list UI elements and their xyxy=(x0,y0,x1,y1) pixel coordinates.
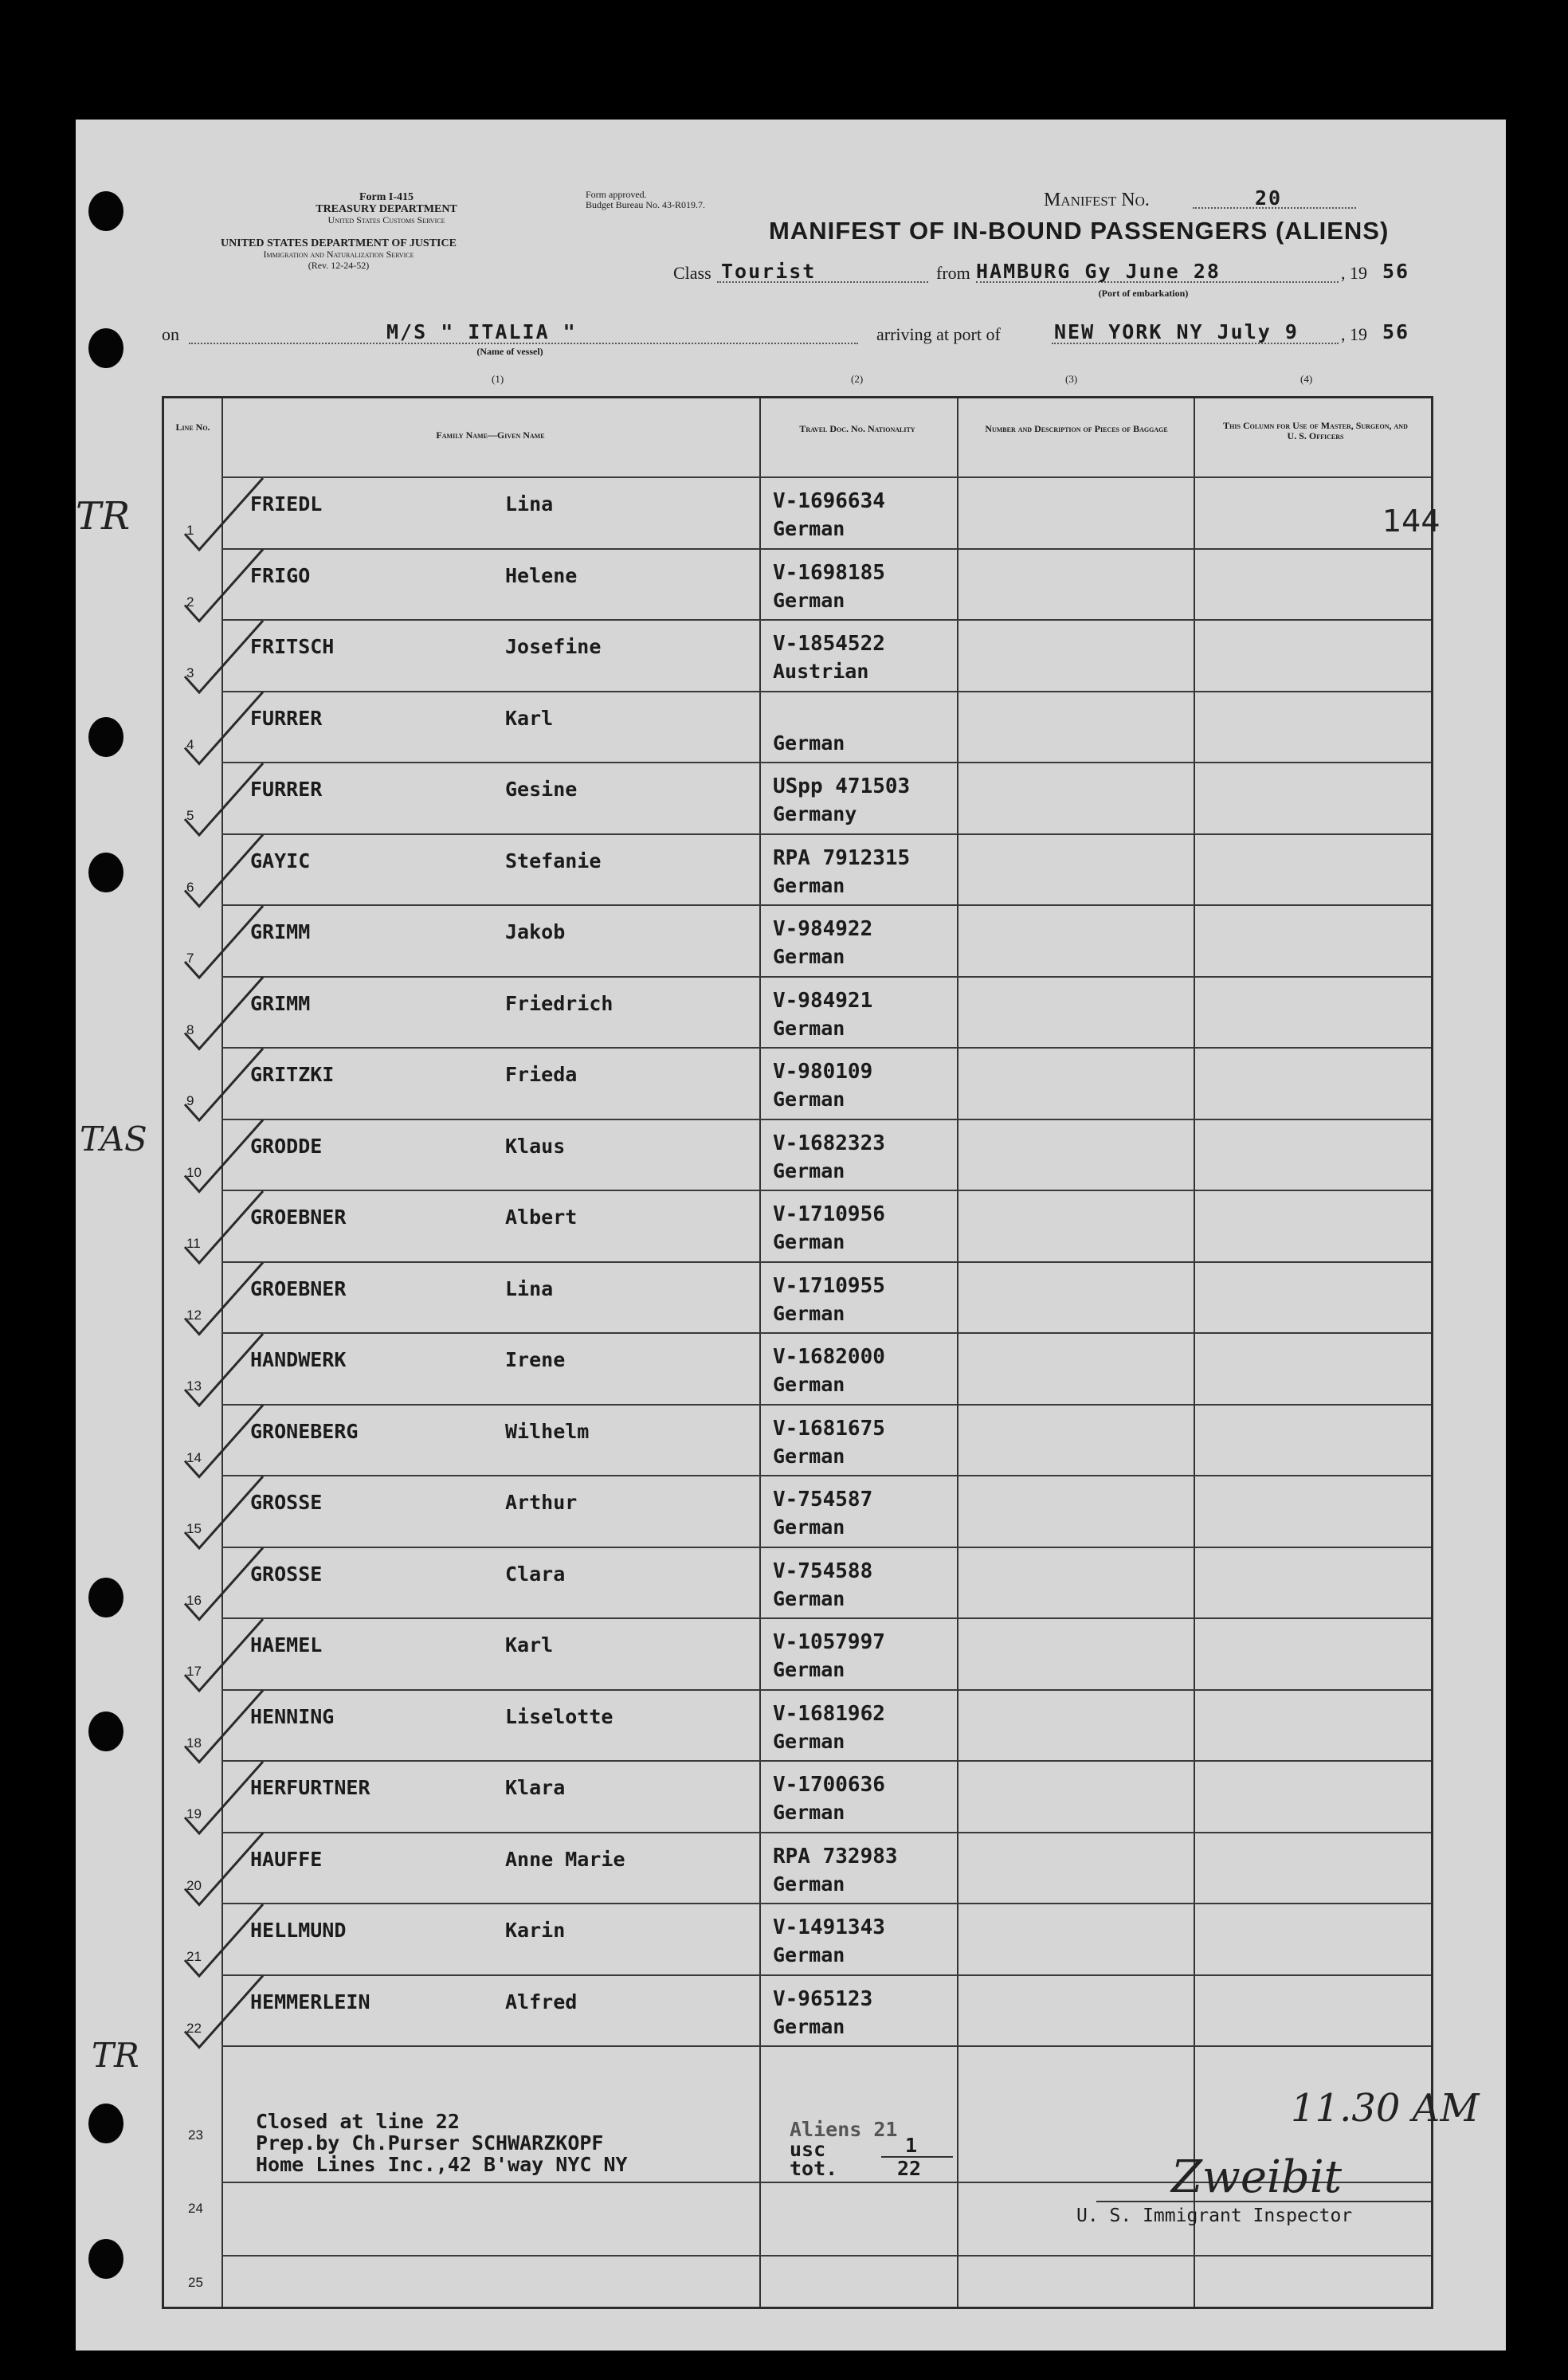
year1-prefix: , 19 xyxy=(1341,263,1367,283)
row-rule xyxy=(221,1119,1431,1120)
given-name: Josefine xyxy=(505,635,602,658)
tot-label: tot. xyxy=(790,2157,838,2180)
col-divider xyxy=(1194,398,1195,2307)
nationality: German xyxy=(773,945,845,968)
nationality: German xyxy=(773,1444,845,1468)
prepared-by: Prep.by Ch.Purser SCHWARZKOPF xyxy=(256,2131,604,2155)
nationality: German xyxy=(773,2014,845,2038)
family-name: GRODDE xyxy=(250,1134,323,1158)
line-number: 7 xyxy=(186,951,194,966)
travel-doc-number: V-1696634 xyxy=(773,489,885,513)
arriving-value: NEW YORK NY July 9 xyxy=(1054,320,1299,343)
header-name: Family Name—Given Name xyxy=(436,429,545,441)
family-name: FURRER xyxy=(250,706,323,730)
nationality: German xyxy=(773,1943,845,1966)
line-number: 12 xyxy=(186,1307,202,1323)
row-rule xyxy=(221,1261,1431,1263)
given-name: Liselotte xyxy=(505,1704,613,1728)
travel-doc-number: V-980109 xyxy=(773,1060,873,1084)
nationality: German xyxy=(773,1658,845,1681)
header-travel-doc: Travel Doc. No. Nationality xyxy=(799,423,915,434)
line-number: 13 xyxy=(186,1378,202,1394)
header-officers: This Column for Use of Master, Surgeon, and U. S. Officers xyxy=(1223,420,1408,441)
total-rule xyxy=(881,2156,953,2158)
travel-doc-number: RPA 732983 xyxy=(773,1844,898,1868)
given-name: Karl xyxy=(505,706,554,730)
arrival-time: 11.30 AM xyxy=(1291,2086,1480,2131)
given-name: Clara xyxy=(505,1562,566,1586)
line-number: 9 xyxy=(186,1093,194,1108)
col-divider xyxy=(221,398,223,2307)
row-rule xyxy=(221,1475,1431,1476)
row-rule xyxy=(221,691,1431,692)
initials-tr-2: TR xyxy=(92,2036,139,2075)
initials-tas: TAS xyxy=(80,1119,147,1159)
family-name: GROSSE xyxy=(250,1562,323,1586)
line-number: 10 xyxy=(186,1164,202,1180)
row-rule xyxy=(221,1047,1431,1049)
row-rule xyxy=(221,1404,1431,1406)
col-number-2: (2) xyxy=(851,373,864,385)
nationality: German xyxy=(773,731,845,755)
nationality: Germany xyxy=(773,802,857,825)
travel-doc-number: V-1681675 xyxy=(773,1416,885,1441)
col-number-1: (1) xyxy=(492,373,504,385)
travel-doc-number: V-754587 xyxy=(773,1488,873,1512)
family-name: GRIMM xyxy=(250,991,311,1015)
family-name: FRIEDL xyxy=(250,492,323,516)
tot-value: 22 xyxy=(897,2157,922,2180)
row-rule xyxy=(221,1903,1431,1904)
family-name: GRITZKI xyxy=(250,1063,335,1086)
row-rule xyxy=(221,833,1431,835)
binder-hole xyxy=(88,717,123,757)
row-rule xyxy=(221,2255,1431,2256)
family-name: GROEBNER xyxy=(250,1206,347,1229)
family-name: HEMMERLEIN xyxy=(250,1990,370,2013)
binder-hole xyxy=(88,328,123,368)
line-number: 18 xyxy=(186,1735,202,1751)
budget-bureau: Budget Bureau No. 43-R019.7. xyxy=(586,199,705,210)
given-name: Wilhelm xyxy=(505,1419,590,1443)
line-number: 2 xyxy=(186,594,194,610)
family-name: GROSSE xyxy=(250,1491,323,1514)
row-rule xyxy=(221,2045,1431,2047)
travel-doc-number: V-754588 xyxy=(773,1559,873,1583)
given-name: Gesine xyxy=(505,778,578,801)
line-number: 8 xyxy=(186,1021,194,1037)
line-number: 14 xyxy=(186,1449,202,1465)
year1-value: 56 xyxy=(1382,260,1410,283)
line-number: 24 xyxy=(188,2201,203,2216)
given-name: Karl xyxy=(505,1633,554,1657)
form-number: Form I-415 xyxy=(359,191,414,203)
col-number-4: (4) xyxy=(1300,373,1313,385)
given-name: Frieda xyxy=(505,1063,578,1086)
travel-doc-number: V-1710956 xyxy=(773,1202,885,1226)
nationality: German xyxy=(773,1301,845,1325)
form-revision: (Rev. 12-24-52) xyxy=(308,260,370,271)
usc-label: usc xyxy=(790,2138,826,2161)
row-rule xyxy=(221,1760,1431,1762)
from-value: HAMBURG Gy June 28 xyxy=(976,260,1221,283)
nationality: German xyxy=(773,1373,845,1396)
nationality: German xyxy=(773,1801,845,1824)
given-name: Arthur xyxy=(505,1491,578,1514)
treasury-dept: TREASURY DEPARTMENT xyxy=(316,203,457,215)
line-number: 22 xyxy=(186,2020,202,2036)
given-name: Lina xyxy=(505,492,554,516)
line-number: 21 xyxy=(186,1949,202,1964)
row-rule xyxy=(221,1547,1431,1548)
header-baggage: Number and Description of Pieces of Baggage xyxy=(985,423,1168,434)
travel-doc-number: V-1682323 xyxy=(773,1131,885,1155)
family-name: HAEMEL xyxy=(250,1633,323,1657)
header-rule xyxy=(221,476,1431,478)
binder-hole xyxy=(88,853,123,892)
row-rule xyxy=(221,1332,1431,1334)
travel-doc-number: V-1057997 xyxy=(773,1630,885,1654)
inspector-label: U. S. Immigrant Inspector xyxy=(1076,2206,1353,2226)
family-name: FRIGO xyxy=(250,563,311,587)
family-name: GAYIC xyxy=(250,849,311,872)
binder-hole xyxy=(88,2239,123,2279)
line-number: 4 xyxy=(186,736,194,752)
line-number: 19 xyxy=(186,1806,202,1821)
given-name: Friedrich xyxy=(505,991,613,1015)
vessel-note: (Name of vessel) xyxy=(476,346,543,357)
justice-dept: UNITED STATES DEPARTMENT OF JUSTICE xyxy=(221,237,457,249)
home-lines: Home Lines Inc.,42 B'way NYC NY xyxy=(256,2153,628,2176)
nationality: German xyxy=(773,1230,845,1253)
binder-hole xyxy=(88,2104,123,2143)
header-line-no: Line No. xyxy=(175,421,210,433)
from-label: from xyxy=(936,263,970,283)
inspector-signature: Zweibit xyxy=(1171,2151,1343,2203)
row-rule xyxy=(221,1974,1431,1976)
closed-at-line: Closed at line 22 xyxy=(256,2110,460,2133)
given-name: Lina xyxy=(505,1276,554,1300)
line-number: 20 xyxy=(186,1877,202,1893)
nationality: Austrian xyxy=(773,660,869,683)
travel-doc-number: USpp 471503 xyxy=(773,774,911,798)
travel-doc-number: RPA 7912315 xyxy=(773,845,911,870)
col-number-3: (3) xyxy=(1065,373,1078,385)
row-rule xyxy=(221,1190,1431,1191)
nationality: German xyxy=(773,1016,845,1040)
col-divider xyxy=(759,398,761,2307)
arriving-label: arriving at port of xyxy=(876,324,1001,344)
nationality: German xyxy=(773,1088,845,1111)
line-number: 11 xyxy=(186,1236,201,1251)
given-name: Klaus xyxy=(505,1134,566,1158)
travel-doc-number: V-1681962 xyxy=(773,1701,885,1726)
line-number: 25 xyxy=(188,2275,203,2290)
given-name: Karin xyxy=(505,1919,566,1942)
page-number: 144 xyxy=(1382,504,1441,539)
family-name: HAUFFE xyxy=(250,1847,323,1871)
family-name: HERFURTNER xyxy=(250,1776,370,1799)
family-name: FURRER xyxy=(250,778,323,801)
nationality: German xyxy=(773,588,845,612)
line-number: 5 xyxy=(186,808,194,823)
nationality: German xyxy=(773,1515,845,1539)
customs-service: United States Customs Service xyxy=(327,214,445,225)
line-number: 6 xyxy=(186,879,194,895)
line-number: 16 xyxy=(186,1592,202,1608)
family-name: GRONEBERG xyxy=(250,1419,359,1443)
ins-service: Immigration and Naturalization Service xyxy=(263,249,414,260)
row-rule xyxy=(221,619,1431,621)
family-name: HENNING xyxy=(250,1704,335,1728)
class-label: Class xyxy=(673,263,711,283)
given-name: Albert xyxy=(505,1206,578,1229)
given-name: Alfred xyxy=(505,1990,578,2013)
binder-hole xyxy=(88,1578,123,1617)
row-rule xyxy=(221,976,1431,978)
travel-doc-number: V-1710955 xyxy=(773,1273,885,1298)
vessel-name: M/S " ITALIA " xyxy=(386,320,577,343)
aliens-count: Aliens 21 xyxy=(790,2118,898,2141)
travel-doc-number: V-1700636 xyxy=(773,1773,885,1797)
family-name: HANDWERK xyxy=(250,1348,347,1371)
nationality: German xyxy=(773,1586,845,1610)
manifest-no-value: 20 xyxy=(1255,186,1283,210)
manifest-title: MANIFEST OF IN-BOUND PASSENGERS (ALIENS) xyxy=(769,217,1390,245)
nationality: German xyxy=(773,517,845,540)
travel-doc-number: V-965123 xyxy=(773,1986,873,2011)
travel-doc-number: V-984921 xyxy=(773,988,873,1013)
given-name: Anne Marie xyxy=(505,1847,625,1871)
port-embarkation-note: (Port of embarkation) xyxy=(1098,288,1189,299)
given-name: Klara xyxy=(505,1776,566,1799)
line-number: 3 xyxy=(186,665,194,680)
form-approved: Form approved. xyxy=(586,189,647,200)
family-name: GRIMM xyxy=(250,920,311,943)
nationality: German xyxy=(773,1159,845,1182)
travel-doc-number: V-1854522 xyxy=(773,632,885,656)
given-name: Irene xyxy=(505,1348,566,1371)
year2-value: 56 xyxy=(1382,320,1410,343)
binder-hole xyxy=(88,1711,123,1751)
travel-doc-number: V-1682000 xyxy=(773,1345,885,1369)
row-rule xyxy=(221,762,1431,763)
passenger-table xyxy=(162,396,1433,2309)
nationality: German xyxy=(773,873,845,897)
line-number: 23 xyxy=(188,2127,203,2143)
given-name: Jakob xyxy=(505,920,566,943)
usc-value: 1 xyxy=(905,2134,918,2157)
year2-prefix: , 19 xyxy=(1341,324,1367,344)
family-name: HELLMUND xyxy=(250,1919,347,1942)
line-number: 17 xyxy=(186,1664,202,1679)
nationality: German xyxy=(773,1729,845,1753)
travel-doc-number: V-1491343 xyxy=(773,1915,885,1939)
nationality: German xyxy=(773,1872,845,1896)
row-rule xyxy=(221,1832,1431,1833)
given-name: Stefanie xyxy=(505,849,602,872)
row-rule xyxy=(221,1617,1431,1619)
given-name: Helene xyxy=(505,563,578,587)
binder-hole xyxy=(88,191,123,231)
on-label: on xyxy=(162,324,179,344)
family-name: FRITSCH xyxy=(250,635,335,658)
initials-tr-1: TR xyxy=(76,494,131,539)
manifest-no-label: Manifest No. xyxy=(1044,190,1150,210)
row-rule xyxy=(221,904,1431,906)
line-number: 15 xyxy=(186,1521,202,1536)
row-rule xyxy=(221,548,1431,550)
travel-doc-number: V-984922 xyxy=(773,917,873,941)
class-value: Tourist xyxy=(721,260,817,283)
row-rule xyxy=(221,1689,1431,1691)
col-divider xyxy=(957,398,958,2307)
travel-doc-number: V-1698185 xyxy=(773,560,885,585)
family-name: GROEBNER xyxy=(250,1276,347,1300)
line-number: 1 xyxy=(186,523,194,538)
